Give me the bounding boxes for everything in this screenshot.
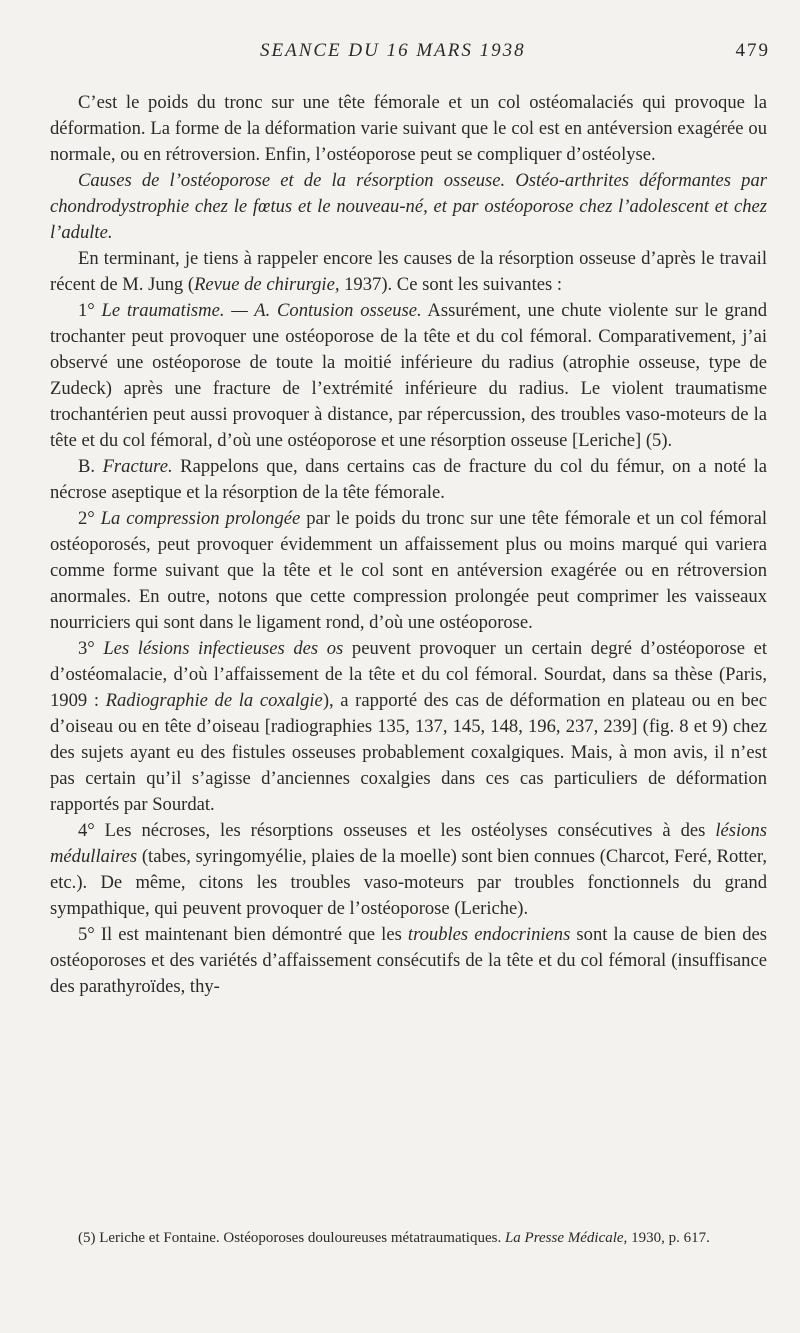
paragraph: 1° Le traumatisme. — A. Contusion osseuse. Assurément, une chute violente sur le grand trochanter peut provoquer une ostéoporose de la tête et du col fémoral. Comparativement, j’ai observé une ostéoporose de toute la moitié inférieure du radius (atrophie osseuse, type de Zudeck) après une fracture de l’extrémité inférieure du radius. Le violent traumatisme trochantérien peut aussi provoquer à distance, par répercussion, des troubles vaso-moteurs de la tête et du col fémoral, d’où une ostéoporose et une résorption osseuse [Leriche] (5). [50,300,767,451]
paragraph: C’est le poids du tronc sur une tête fémorale et un col ostéomalaciés qui provoque la déformation. La forme de la déformation varie suivant que le col est en antéversion exagérée ou normale, ou en rétroversion. Enfin, l’ostéoporose peut se compliquer d’ostéolyse. [50,92,767,165]
running-title: SEANCE DU 16 MARS 1938 [260,40,526,61]
paragraph: 5° Il est maintenant bien démontré que les troubles endocriniens sont la cause de bien des ostéoporoses et des variétés d’affaissement consécutifs de la tête et du col fémoral (insuffisance des parathyroïdes, thy- [50,924,767,997]
page-number: 479 [735,40,770,61]
paragraph: B. Fracture. Rappelons que, dans certains cas de fracture du col du fémur, on a noté la nécrose aseptique et la résorption de la tête fémorale. [50,456,767,503]
paragraph: En terminant, je tiens à rappeler encore les causes de la résorption osseuse d’après le travail récent de M. Jung (Revue de chirurgie, 1937). Ce sont les suivantes : [50,248,767,295]
paragraph: Causes de l’ostéoporose et de la résorption osseuse. Ostéo-arthrites déformantes par chondrodystrophie chez le fœtus et le nouveau-né, et par ostéoporose chez l’adolescent et chez l’adulte. [50,170,767,243]
footnote: (5) Leriche et Fontaine. Ostéoporoses douloureuses métatraumatiques. La Presse Médicale, 1930, p. 617. [78,1230,710,1246]
paragraph: 3° Les lésions infectieuses des os peuvent provoquer un certain degré d’ostéoporose et d’ostéomalacie, d’où l’affaissement de la tête et du col fémoral. Sourdat, dans sa thèse (Paris, 1909 : Radiographie de la coxalgie), a rapporté des cas de déformation en plateau ou en bec d’oiseau ou en tête d’oiseau [radiographies 135, 137, 145, 148, 196, 237, 239] (fig. 8 et 9) chez des sujets ayant eu des fistules osseuses probablement coxalgiques. Mais, à mon avis, il n’est pas certain qu’il s’agisse d’anciennes coxalgies dans ces cas particuliers de déformation rapportés par Sourdat. [50,638,767,815]
paragraph: 4° Les nécroses, les résorptions osseuses et les ostéolyses consécutives à des lésions médullaires (tabes, syringomyélie, plaies de la moelle) sont bien connues (Charcot, Feré, Rotter, etc.). De même, citons les troubles vaso-moteurs par troubles fonctionnels du grand sympathique, qui peuvent provoquer de l’ostéoporose (Leriche). [50,820,767,919]
page-header [50,40,770,70]
body-text [50,90,767,1000]
paragraph: 2° La compression prolongée par le poids du tronc sur une tête fémorale et un col fémoral ostéoporosés, peut provoquer évidemment un affaissement plus ou moins marqué qui variera comme forme suivant que la tête et le col sont en antéversion exagérée ou en rétroversion anormales. En outre, notons que cette compression prolongée peut comprimer les vaisseaux nourriciers qui sont dans le ligament rond, d’où une ostéoporose. [50,508,767,633]
